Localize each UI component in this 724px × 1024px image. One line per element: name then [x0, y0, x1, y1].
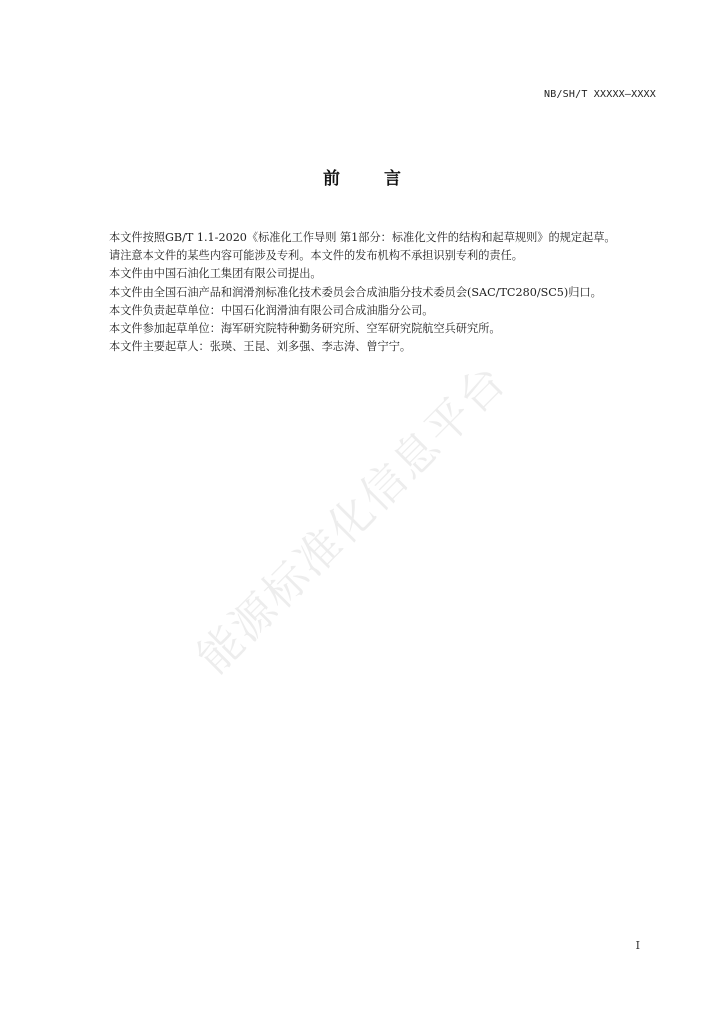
paragraph-drafting-rules: 本文件按照GB/T 1.1-2020《标准化工作导则 第1部分：标准化文件的结构和起草规则》的规定起草。 — [109, 231, 616, 244]
paragraph-proposer: 本文件由中国石油化工集团有限公司提出。 — [109, 267, 322, 281]
foreword-body — [87, 229, 657, 356]
paragraph-committee: 本文件由全国石油产品和润滑剂标准化技术委员会合成油脂分技术委员会(SAC/TC280/SC5)归口。 — [109, 285, 602, 299]
paragraph-patent-notice: 请注意本文件的某些内容可能涉及专利。本文件的发布机构不承担识别专利的责任。 — [109, 249, 523, 263]
page-number: I — [635, 939, 640, 952]
paragraph-lead-drafter: 本文件负责起草单位：中国石化润滑油有限公司合成油脂分公司。 — [109, 303, 434, 317]
paragraph-participating-drafters: 本文件参加起草单位：海军研究院特种勤务研究所、空军研究院航空兵研究所。 — [109, 322, 501, 336]
page-title: 前言 — [323, 169, 445, 189]
watermark: 能源标准化信息平台 — [187, 355, 517, 684]
paragraph-main-drafters: 本文件主要起草人：张瑛、王昆、刘多强、李志涛、曾宁宁。 — [109, 340, 412, 354]
document-code: NB/SH/T XXXXX—XXXX — [544, 89, 656, 100]
